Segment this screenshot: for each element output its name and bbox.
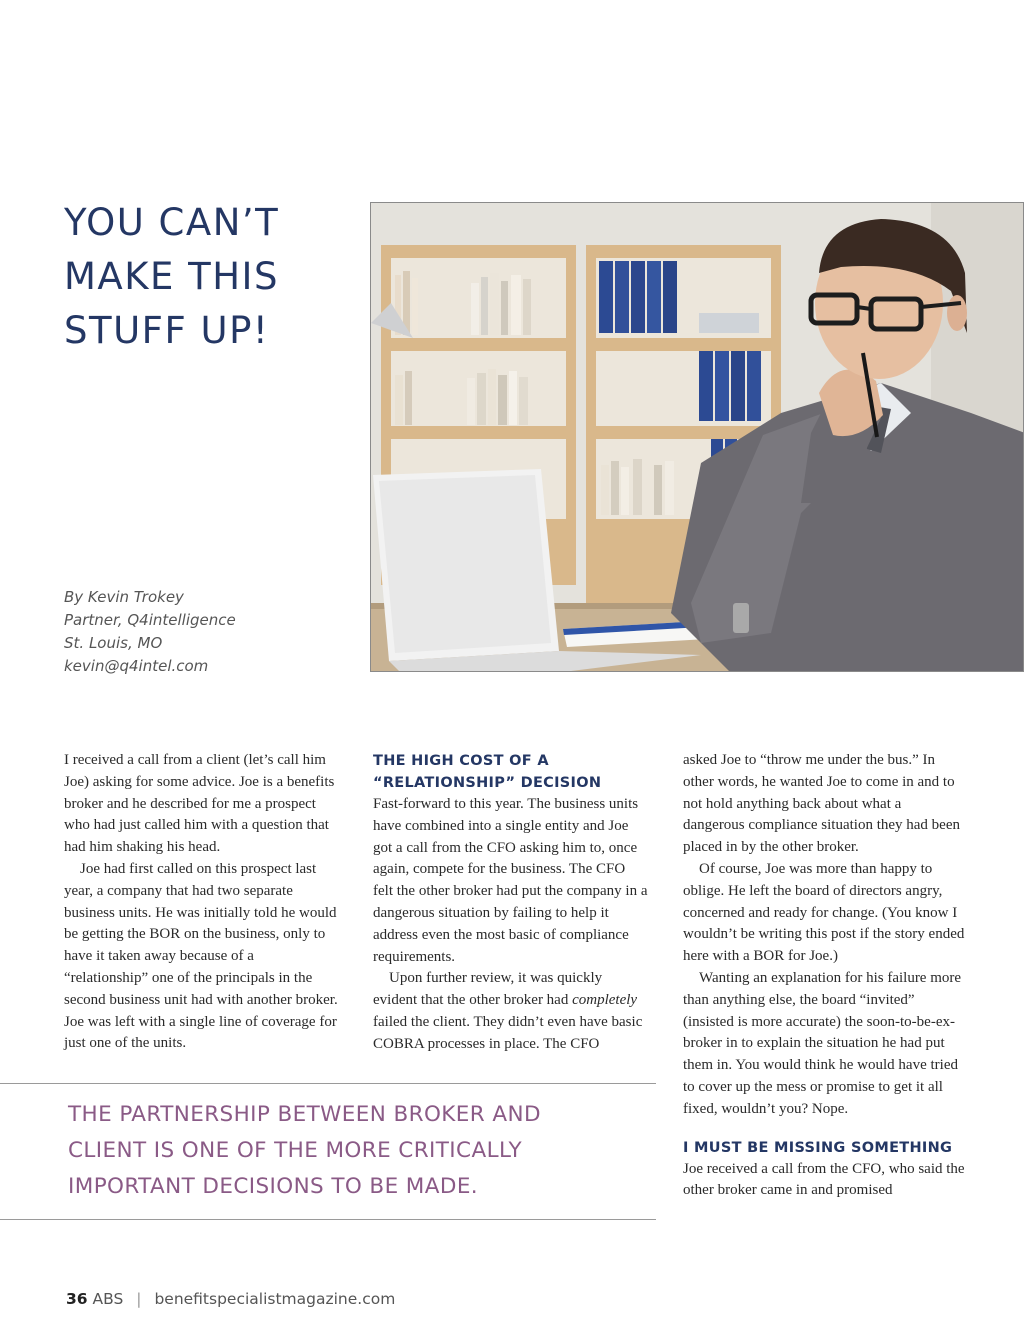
section-heading	[373, 750, 648, 794]
body-column-1	[64, 750, 339, 1055]
paragraph: asked Joe to “throw me under the bus.” In other words, he wanted Joe to come in and to not hold anything back about what a dangerous compliance situation they had been placed in by the other broker.	[683, 752, 960, 856]
text-run: Upon further review, it was quickly evident that the other broker had	[373, 970, 603, 1009]
paragraph: Wanting an explanation for his failure more than anything else, the board “invited” (insisted is more accurate) the soon-to-be-ex-broker in to explain the situation he had put them in. You would think he would have tried to cover up the mess or promise to get it all fixed, wouldn’t you? Nope.	[683, 969, 962, 1117]
paragraph: Of course, Joe was more than happy to oblige. He left the board of directors angry, concerned and ready for change. (You know I wouldn’t be writing this post if the story ended here with a BOR for Joe.)	[683, 860, 965, 965]
pullquote-line: IMPORTANT DECISIONS TO BE MADE.	[68, 1174, 479, 1199]
byline-email: kevin@q4intel.com	[64, 657, 209, 675]
heading-line: THE HIGH COST OF A	[373, 753, 549, 769]
title-line: MAKE THIS	[64, 255, 279, 298]
pullquote-line: CLIENT IS ONE OF THE MORE CRITICALLY	[68, 1138, 523, 1163]
body-column-2	[373, 750, 648, 1056]
byline-role: Partner, Q4intelligence	[64, 611, 236, 629]
paragraph: Joe had first called on this prospect last year, a company that had two separate business units. He was initially told he would be getting the BOR on the business, only to have it taken away because of a “relationship” one of the principals in the second business unit had with another broker. Joe was left with a single line of coverage for just one of the units.	[64, 860, 338, 1052]
body-column-3	[683, 750, 965, 1202]
section-heading: I MUST BE MISSING SOMETHING	[683, 1139, 953, 1156]
text-run: failed the client. They didn’t even have basic COBRA processes in place. The CFO	[373, 1013, 643, 1052]
page-footer	[66, 1290, 395, 1308]
footer-website-link[interactable]: benefitspecialistmagazine.com	[154, 1290, 396, 1308]
heading-line: “RELATIONSHIP” DECISION	[373, 775, 602, 791]
title-line: YOU CAN’T	[64, 201, 280, 244]
byline	[64, 586, 354, 678]
pullquote	[68, 1097, 648, 1205]
byline-author: By Kevin Trokey	[64, 588, 184, 606]
paragraph	[373, 968, 648, 1055]
page-number: 36	[66, 1290, 88, 1308]
publication-name: ABS	[92, 1290, 124, 1308]
article-photo-businessman-thinking	[370, 202, 1024, 672]
article-title	[64, 196, 354, 358]
pullquote-top-rule	[0, 1083, 656, 1084]
paragraph: Fast-forward to this year. The business units have combined into a single entity and Joe got a call from the CFO asking him to, once again, compete for the business. The CFO felt the other broker had put the company in a dangerous situation by failing to help it address even the most basic of compliance requirements.	[373, 796, 648, 965]
pullquote-bottom-rule	[0, 1219, 656, 1220]
byline-location: St. Louis, MO	[64, 634, 163, 652]
footer-separator: |	[136, 1290, 142, 1308]
paragraph: Joe received a call from the CFO, who said the other broker came in and promised	[683, 1160, 965, 1199]
title-line: STUFF UP!	[64, 309, 270, 352]
paragraph: I received a call from a client (let’s call him Joe) asking for some advice. Joe is a benefits broker and he described for me a prospect who had just called him with a question that had him shaking his head.	[64, 752, 335, 856]
pullquote-line: THE PARTNERSHIP BETWEEN BROKER AND	[68, 1102, 541, 1127]
emphasis: completely	[572, 992, 638, 1009]
